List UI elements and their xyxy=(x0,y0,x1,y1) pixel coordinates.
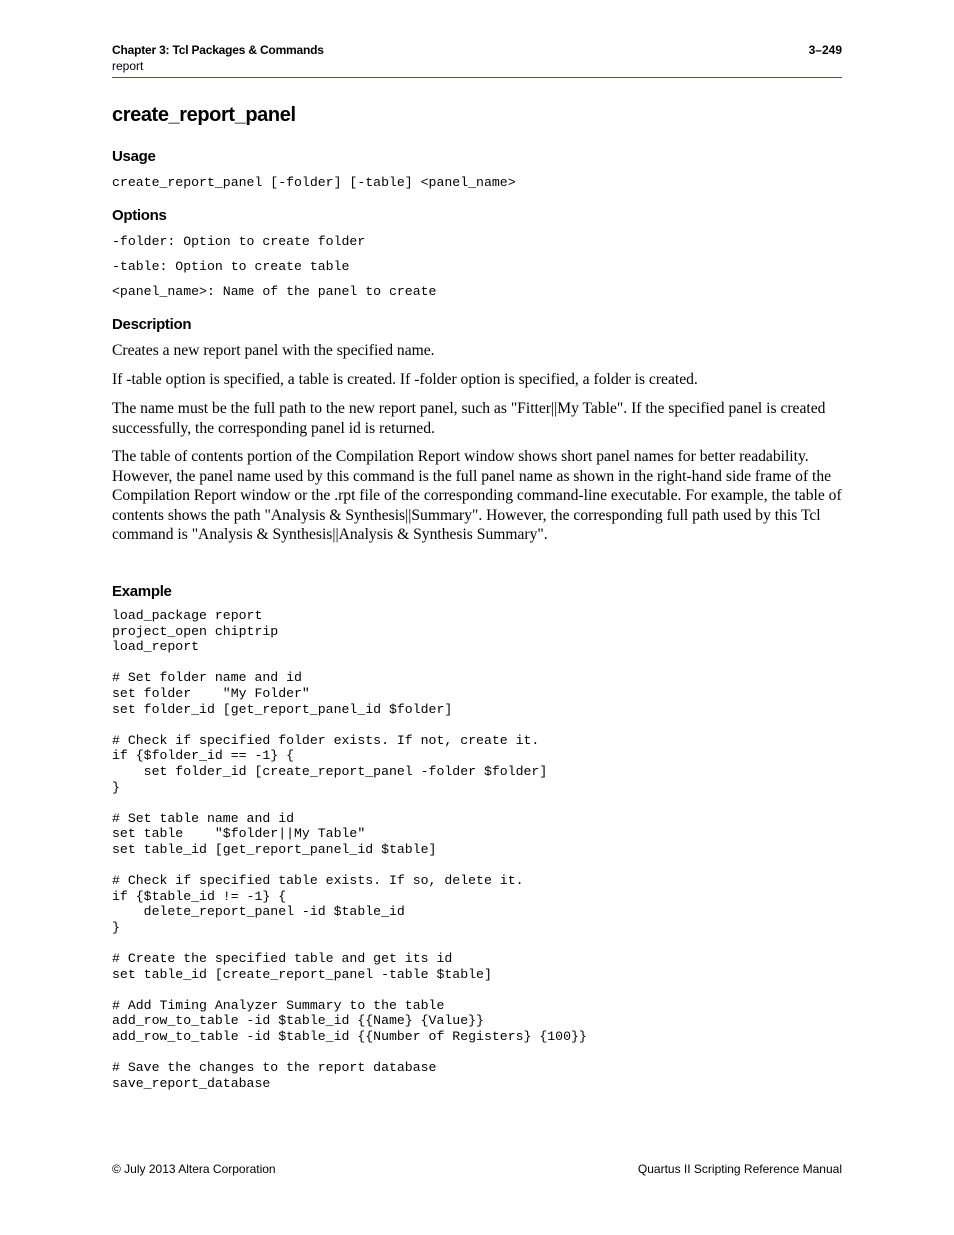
options-heading: Options xyxy=(112,207,167,224)
page-title: create_report_panel xyxy=(112,104,296,126)
description-paragraph: Creates a new report panel with the specified name. xyxy=(112,342,435,359)
footer-copyright: © July 2013 Altera Corporation xyxy=(112,1162,276,1176)
option-panel-name: <panel_name>: Name of the panel to create xyxy=(112,284,437,299)
example-heading: Example xyxy=(112,583,172,600)
usage-syntax: create_report_panel [-folder] [-table] <panel_name> xyxy=(112,175,516,190)
chapter-title: Chapter 3: Tcl Packages & Commands xyxy=(112,43,324,57)
description-heading: Description xyxy=(112,316,192,333)
option-table: -table: Option to create table xyxy=(112,259,350,274)
section-name: report xyxy=(112,59,144,73)
page-header xyxy=(112,43,842,78)
option-folder: -folder: Option to create folder xyxy=(112,234,366,249)
description-paragraph: If -table option is specified, a table is created. If -folder option is specified, a folder is created. xyxy=(112,371,698,388)
example-code-block: load_package report project_open chiptrip load_report # Set folder name and id set folder "My Folder" set folder_id [get_report_panel_id $folder] # Check if specified folder exists. If not, create it. if {$folder_id == -1} { set folder_id [create_report_panel -folder $folder] } # Set table name and id set table "$folder||My Table" set table_id [get_report_panel_id $table] # Check if specified table exists. If so, delete it. if {$table_id != -1} { delete_report_panel -id $table_id } # Create the specified table and get its id set table_id [create_report_panel -table $table] # Add Timing Analyzer Summary to the table add_row_to_table -id $table_id {{Name} {Value}} add_row_to_table -id $table_id {{Number of Registers} {100}} # Save the changes to the report database save_report_database xyxy=(112,608,587,1091)
usage-heading: Usage xyxy=(112,148,156,165)
page-number: 3–249 xyxy=(808,43,842,57)
description-paragraph: The name must be the full path to the new report panel, such as "Fitter||My Table". If the specified panel is created successfully, the corresponding panel id is returned. xyxy=(112,400,826,437)
description-paragraph: The table of contents portion of the Compilation Report window shows short panel names for better readability. However, the panel name used by this command is the full panel name as shown in the right-hand side frame of the Compilation Report window or the .rpt file of the corresponding command-line executable. For example, the table of contents shows the path "Analysis & Synthesis||Summary". However, the corresponding full path used by this Tcl command is "Analysis & Synthesis||Analysis & Synthesis Summary". xyxy=(112,448,842,543)
footer-manual-title: Quartus II Scripting Reference Manual xyxy=(637,1162,842,1176)
